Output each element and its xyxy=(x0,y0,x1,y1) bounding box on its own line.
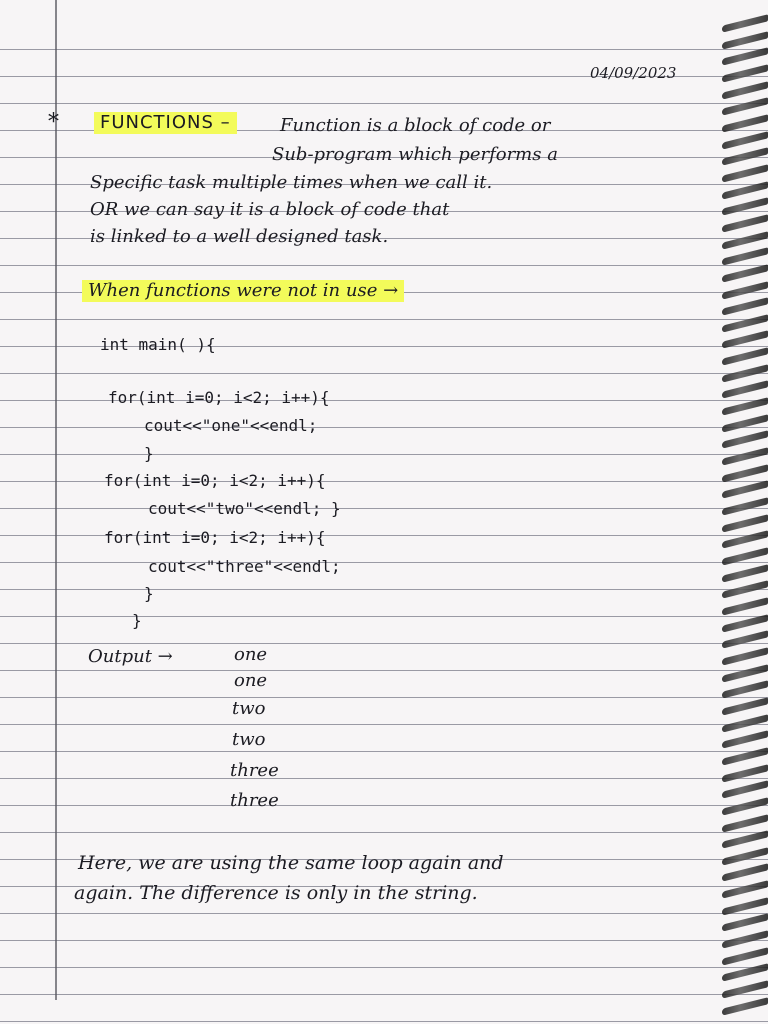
spiral-ring xyxy=(722,531,768,549)
spiral-ring xyxy=(722,847,768,865)
definition-line-4: OR we can say it is a block of code that xyxy=(90,199,450,220)
spiral-ring xyxy=(722,897,768,915)
spiral-ring xyxy=(722,364,768,382)
spiral-ring xyxy=(722,830,768,848)
spiral-ring xyxy=(722,414,768,432)
output-line: three xyxy=(230,790,279,811)
spiral-ring xyxy=(722,31,768,49)
code-cout-1: cout<<"one"<<endl; xyxy=(144,416,318,435)
spiral-ring xyxy=(722,447,768,465)
definition-line-3: Specific task multiple times when we call it. xyxy=(90,172,493,193)
spiral-ring xyxy=(722,81,768,99)
spiral-ring xyxy=(722,131,768,149)
spiral-ring xyxy=(722,864,768,882)
spiral-ring xyxy=(722,497,768,515)
spiral-ring xyxy=(722,114,768,132)
conclusion-line-2: again. The difference is only in the string. xyxy=(74,882,478,904)
heading-functions xyxy=(94,112,237,134)
conclusion-line-1: Here, we are using the same loop again and xyxy=(78,852,504,874)
output-line: three xyxy=(230,760,279,781)
spiral-ring xyxy=(722,797,768,815)
spiral-ring xyxy=(722,231,768,249)
spiral-ring xyxy=(722,314,768,332)
spiral-ring xyxy=(722,247,768,265)
code-close-main: } xyxy=(132,611,142,630)
code-cout-2: cout<<"two"<<endl; } xyxy=(148,499,341,518)
spiral-ring xyxy=(722,980,768,998)
spiral-ring xyxy=(722,597,768,615)
spiral-ring xyxy=(722,947,768,965)
spiral-ring xyxy=(722,514,768,532)
spiral-ring xyxy=(722,397,768,415)
code-close-1: } xyxy=(144,444,154,463)
output-line: two xyxy=(232,729,266,750)
spiral-ring xyxy=(722,48,768,66)
code-for-1: for(int i=0; i<2; i++){ xyxy=(108,388,330,407)
spiral-ring xyxy=(722,681,768,699)
spiral-ring xyxy=(722,148,768,166)
spiral-ring xyxy=(722,381,768,399)
spiral-ring xyxy=(722,181,768,199)
subheading-text: When functions were not in use xyxy=(88,280,378,301)
heading-dash: – xyxy=(220,112,231,133)
output-line: one xyxy=(234,670,268,691)
spiral-ring xyxy=(722,631,768,649)
spiral-ring xyxy=(722,697,768,715)
spiral-ring xyxy=(722,730,768,748)
spiral-ring xyxy=(722,780,768,798)
spiral-ring xyxy=(722,914,768,932)
spiral-ring xyxy=(722,930,768,948)
output-line: two xyxy=(232,698,266,719)
spiral-ring xyxy=(722,964,768,982)
margin-line xyxy=(55,0,57,1000)
subheading-highlight xyxy=(82,280,404,302)
spiral-ring xyxy=(722,547,768,565)
spiral-ring xyxy=(722,14,768,32)
spiral-ring xyxy=(722,297,768,315)
spiral-ring xyxy=(722,214,768,232)
spiral-ring xyxy=(722,714,768,732)
spiral-ring xyxy=(722,431,768,449)
spiral-ring xyxy=(722,764,768,782)
spiral-ring xyxy=(722,647,768,665)
code-for-2: for(int i=0; i<2; i++){ xyxy=(104,471,326,490)
spiral-ring xyxy=(722,64,768,82)
code-cout-3: cout<<"three"<<endl; xyxy=(148,557,341,576)
spiral-ring xyxy=(722,564,768,582)
spiral-ring xyxy=(722,264,768,282)
spiral-ring xyxy=(722,997,768,1015)
spiral-ring xyxy=(722,197,768,215)
spiral-ring xyxy=(722,747,768,765)
spiral-ring xyxy=(722,281,768,299)
definition-line-1: Function is a block of code or xyxy=(280,115,551,136)
code-for-3: for(int i=0; i<2; i++){ xyxy=(104,528,326,547)
spiral-ring xyxy=(722,347,768,365)
spiral-ring xyxy=(722,98,768,116)
spiral-ring xyxy=(722,464,768,482)
spiral-binding xyxy=(718,20,768,1010)
spiral-ring xyxy=(722,331,768,349)
spiral-ring xyxy=(722,481,768,499)
spiral-ring xyxy=(722,814,768,832)
spiral-ring xyxy=(722,164,768,182)
output-line: one xyxy=(234,644,268,665)
definition-line-5: is linked to a well designed task. xyxy=(90,226,389,247)
definition-line-2: Sub-program which performs a xyxy=(272,144,558,165)
date: 04/09/2023 xyxy=(590,64,677,82)
spiral-ring xyxy=(722,664,768,682)
code-main: int main( ){ xyxy=(100,335,216,354)
spiral-ring xyxy=(722,880,768,898)
spiral-ring xyxy=(722,581,768,599)
code-close-3: } xyxy=(144,584,154,603)
bullet-star: * xyxy=(48,110,59,135)
arrow-icon: → xyxy=(383,280,399,301)
output-label: Output → xyxy=(88,646,173,667)
spiral-ring xyxy=(722,614,768,632)
heading-text: FUNCTIONS xyxy=(100,112,214,133)
